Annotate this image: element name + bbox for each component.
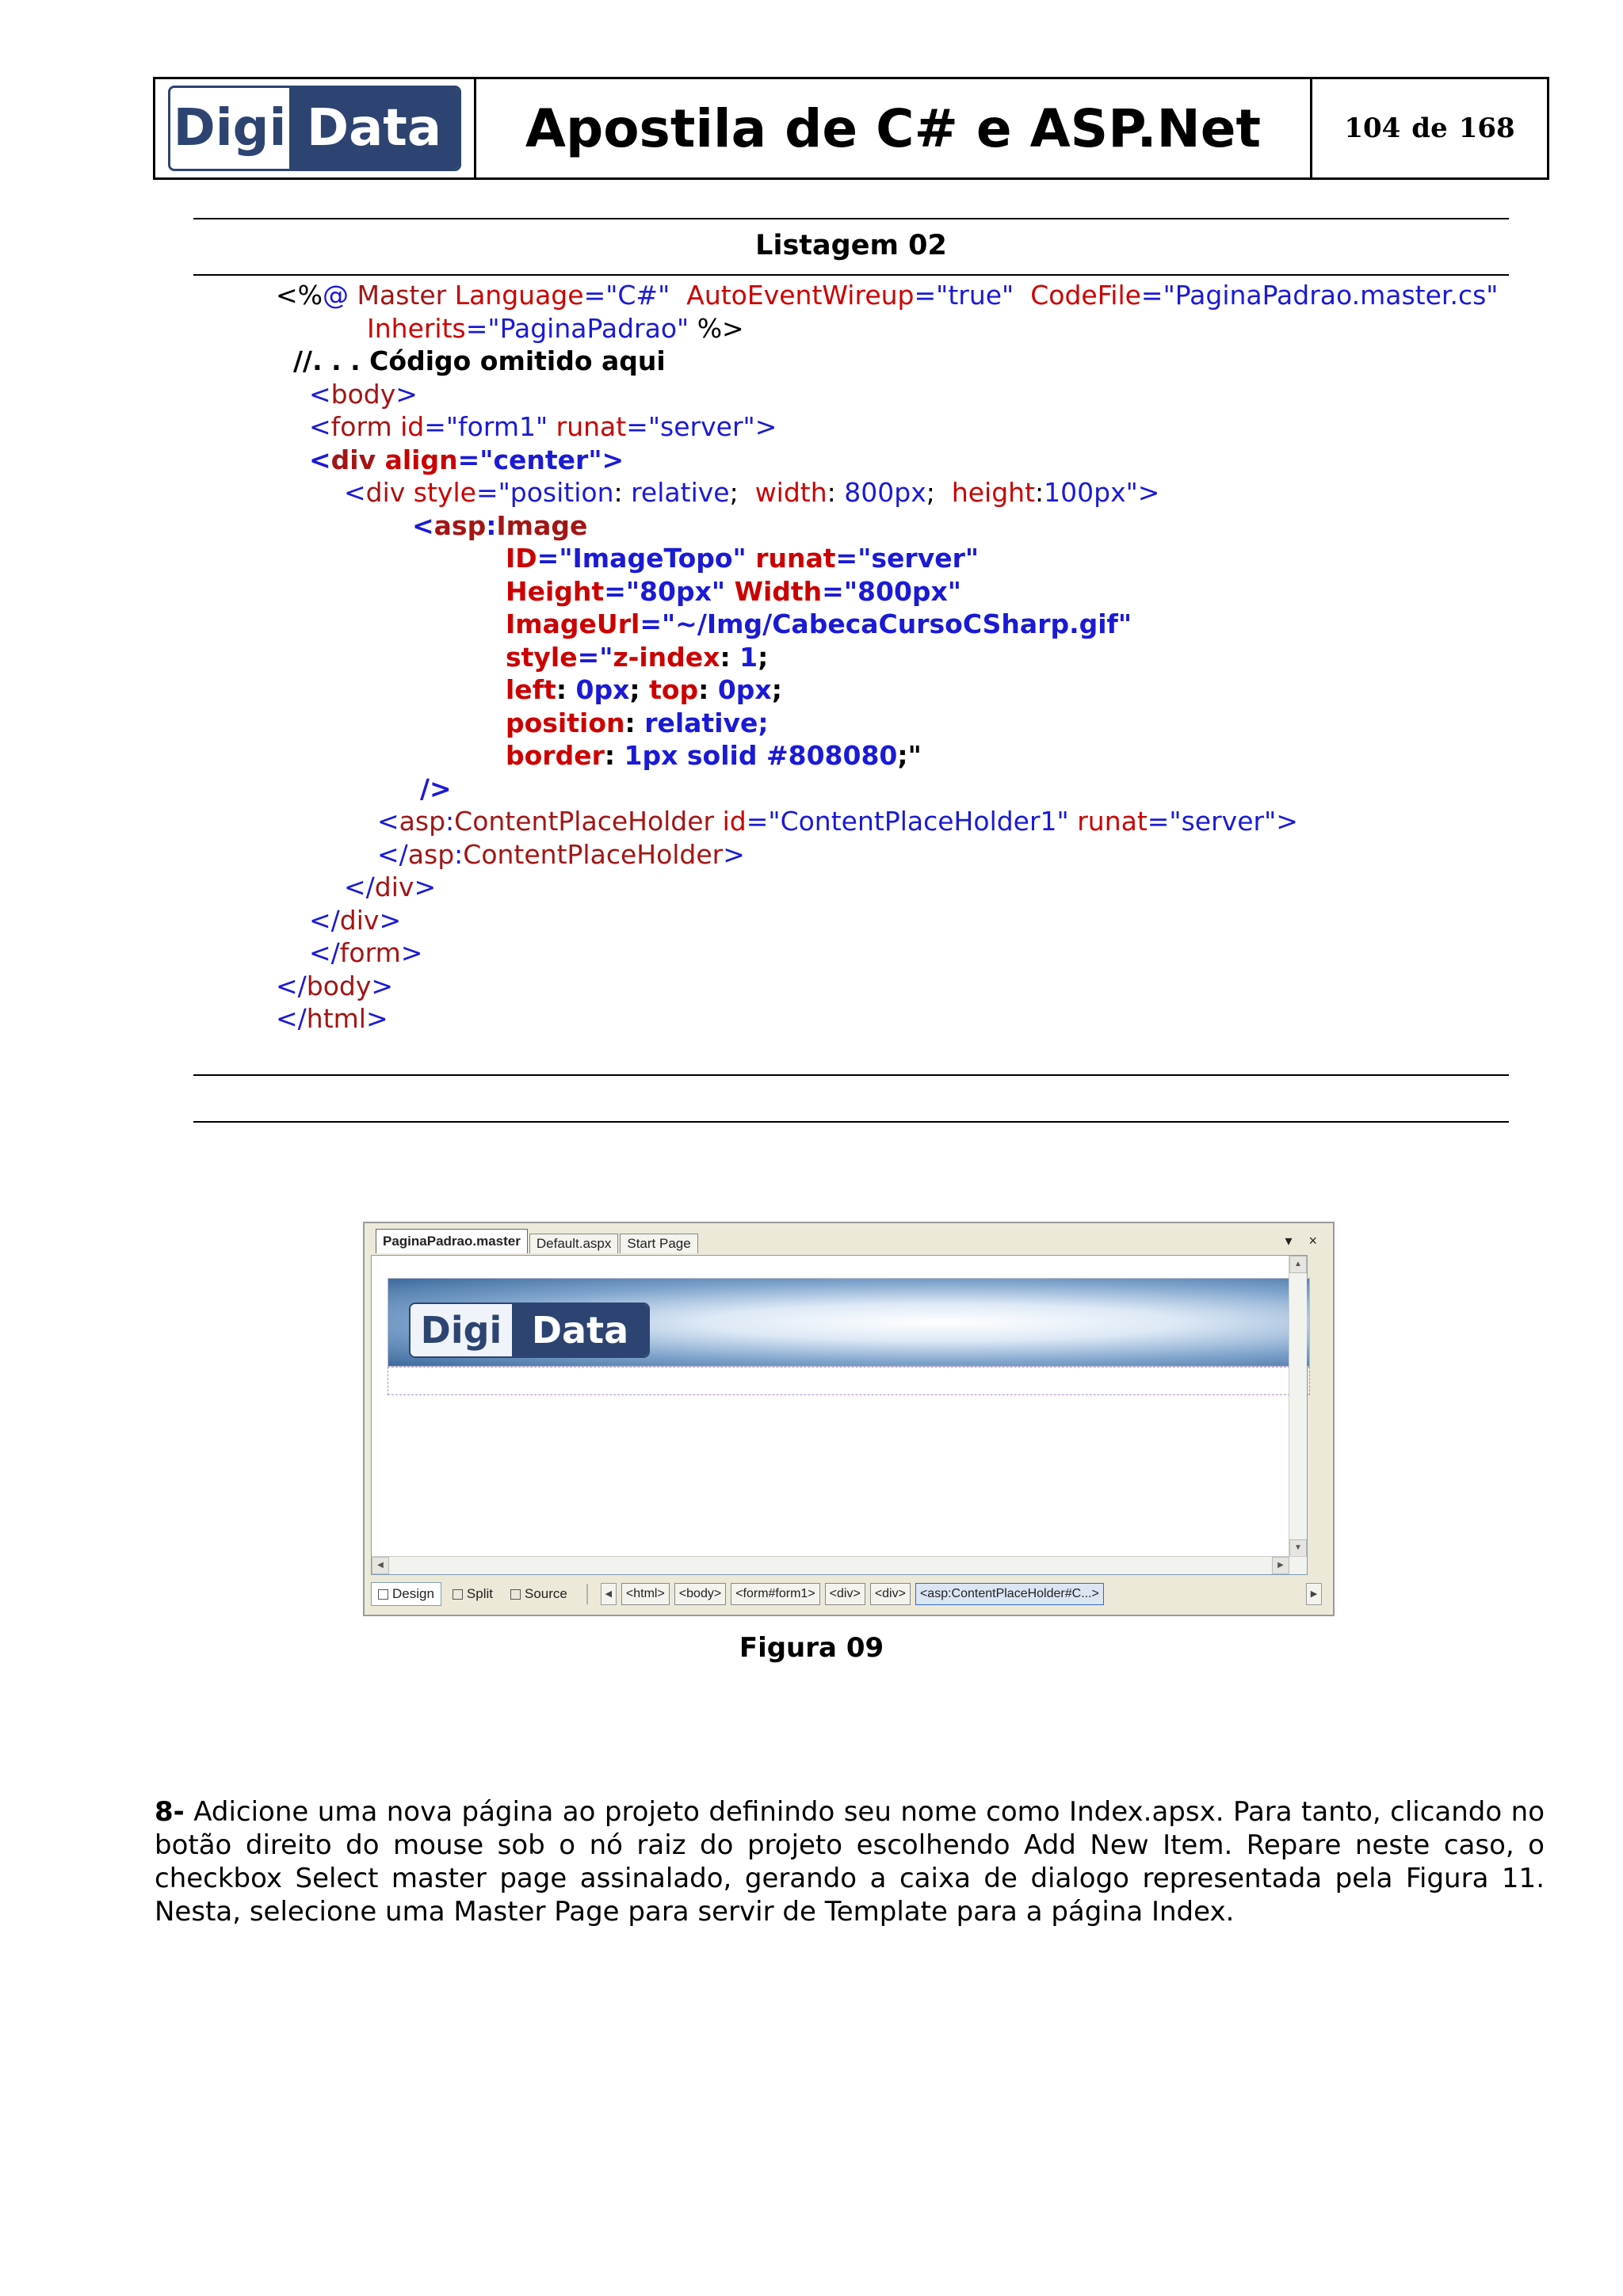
code-token: relative; [644,707,769,738]
ide-screenshot [363,1222,1335,1616]
code-token: div [365,477,414,508]
code-token: ContentPlaceHolder [463,838,724,870]
code-token: ="800px" [822,575,961,607]
split-view-label: Split [466,1586,493,1601]
code-line [309,936,422,970]
code-token: : [613,477,632,508]
crumb-body[interactable]: <body> [674,1583,726,1605]
code-token: : [556,674,576,705]
code-token: > [723,838,745,870]
code-token: </ [276,970,307,1001]
code-token: ="server"> [626,411,777,442]
code-token: ID [506,543,537,574]
code-token: top [649,674,699,705]
code-token: ="ImageTopo" [537,543,756,574]
scroll-up-icon[interactable]: ▲ [1289,1256,1307,1273]
code-token: style [413,477,476,508]
code-line [412,509,587,543]
code-line [344,476,1159,509]
code-line [506,739,922,772]
code-token: /> [420,772,452,804]
source-view-label: Source [525,1586,567,1601]
tab-default-aspx[interactable]: Default.aspx [529,1234,619,1253]
code-line [276,1002,388,1035]
design-view-label: Design [392,1586,434,1601]
code-token: width [754,477,827,508]
document-tabs [376,1230,700,1253]
design-view-icon [378,1589,388,1600]
code-token: : [698,674,718,705]
split-view-button[interactable] [446,1583,499,1605]
code-token: : [486,509,497,541]
code-token: html [306,1003,366,1034]
code-token: ="C#" [583,280,687,311]
code-token: body [306,970,372,1001]
code-token: asp [407,838,455,870]
code-token: <% [276,280,323,311]
code-token: height [951,477,1036,508]
code-line [309,410,777,444]
code-token: //. . . Código omitido aqui [293,345,666,376]
code-token: ="true" [914,280,1031,311]
code-token: CodeFile [1030,280,1141,311]
code-token: left [506,674,556,705]
code-line [506,641,768,674]
code-token: ="server" [835,543,980,574]
step-text: Adicione uma nova página ao projeto definindo seu nome como Index.apsx. Para tanto, clicando no botão direito do mouse sob o nó raiz do projeto escolhendo Add New Item. Repare neste caso, o checkbox Select master page assinalado, gerando a caixa de dialogo representada pela Figura 11. Nesta, selecione uma Master Page para servir de Template para a página Index. [155,1796,1545,1928]
code-token: ="form1" [424,411,556,442]
code-token: style [506,641,578,673]
vertical-scrollbar[interactable] [1289,1256,1307,1557]
crumb-div-outer[interactable]: <div> [825,1583,865,1605]
code-token: relative [631,477,730,508]
code-token: div [339,904,380,936]
code-token: z-index [613,641,720,673]
source-view-button[interactable] [504,1583,574,1605]
crumb-contentplaceholder[interactable]: <asp:ContentPlaceHolder#C...> [915,1583,1104,1605]
code-token: ="~/Img/CabecaCursoCSharp.gif" [640,608,1132,639]
code-token: 1 [739,641,758,673]
code-token: Image [496,509,588,541]
code-token: > [400,937,423,968]
document-title: Apostila de C# e ASP.Net [476,79,1312,177]
code-token: Inherits [367,312,466,344]
code-token: > [365,1003,388,1034]
code-token: : [604,740,624,771]
code-token: 100px"> [1044,477,1160,508]
tab-paginapadrao-master[interactable]: PaginaPadrao.master [376,1229,528,1253]
code-token: : [827,477,845,508]
code-token: </ [309,937,340,968]
header-image [388,1278,1310,1367]
code-token: > [414,871,437,902]
code-token: asp [433,509,487,541]
scroll-down-icon[interactable]: ▼ [1289,1539,1307,1557]
code-line [309,904,401,937]
instruction-paragraph [155,1795,1545,1928]
banner-logo-data: Data [512,1304,648,1356]
code-line [276,279,1498,312]
code-token: body [330,378,396,410]
code-token: : [1035,477,1044,508]
code-line [309,444,624,477]
code-token: ;" [897,740,922,771]
code-token: Height [506,575,605,607]
logo-text-data: Data [289,88,459,169]
code-token: : [445,806,455,837]
page-counter [1312,79,1547,177]
page-current: 104 [1344,113,1401,144]
page-total: 168 [1458,113,1515,144]
statusbar-separator [586,1584,588,1604]
code-token: position [506,707,625,738]
code-token: runat [1077,806,1148,837]
code-token: < [309,411,331,442]
design-surface[interactable] [371,1255,1308,1575]
code-line [506,575,961,608]
code-token: < [309,444,331,475]
digidata-logo [168,86,461,171]
divider-before-figure [193,1121,1509,1123]
scroll-right-icon[interactable]: ▶ [1272,1557,1289,1574]
code-token: ="server"> [1147,806,1298,837]
scroll-left-icon[interactable]: ◀ [372,1557,389,1574]
figure-caption: Figura 09 [739,1632,884,1664]
code-line [377,838,745,871]
code-token: < [377,806,399,837]
code-token: </ [344,871,375,902]
nav-left-icon[interactable]: ◀ [601,1583,617,1605]
code-token: > [395,378,418,410]
crumb-form[interactable]: <form#form1> [731,1583,819,1605]
code-line [293,345,666,378]
code-token: ; [771,674,782,705]
divider-listing-end [193,1074,1509,1076]
step-number: 8- [155,1796,185,1828]
code-line [506,542,979,575]
code-token: div [374,871,414,902]
code-token: @ [323,280,349,311]
page-header [153,77,1549,180]
page-separator: de [1411,113,1448,144]
logo-cell [155,79,476,177]
code-token: runat [556,411,627,442]
code-token: AutoEventWireup [686,280,915,311]
code-token: : [624,707,645,738]
code-token: > [371,970,394,1001]
code-token: ; [926,477,952,508]
code-token: 1px solid #808080 [624,740,898,771]
code-line [506,608,1132,641]
code-token: : [454,838,464,870]
code-line [367,312,744,345]
tab-window-controls[interactable]: ▾ × [1285,1233,1323,1249]
banner-logo-digi: Digi [411,1304,512,1356]
code-token: </ [377,838,408,870]
code-token: Master [349,280,455,311]
code-token: id [400,411,425,442]
code-token: %> [697,312,744,344]
code-token: ; [629,674,650,705]
nav-right-icon[interactable]: ▶ [1306,1583,1322,1605]
code-token: </ [309,904,340,936]
code-token: 0px [717,674,772,705]
code-token: : [720,641,740,673]
code-token: id [722,806,747,837]
code-line [377,805,1298,838]
code-token: align [384,444,458,475]
split-view-icon [453,1589,463,1600]
code-token: 800px [844,477,926,508]
code-token: < [412,509,434,541]
code-token: 0px [575,674,630,705]
code-token: form [339,937,401,968]
divider-top [193,218,1509,219]
code-line [344,871,436,904]
code-token: form [330,411,401,442]
content-placeholder-region[interactable] [388,1367,1310,1395]
code-token: Language [454,280,584,311]
code-token: Width [734,575,823,607]
code-token: ="80px" [604,575,735,607]
code-token: ="PaginaPadrao" [465,312,697,344]
code-line [309,378,418,411]
code-token: asp [399,806,446,837]
code-token: ContentPlaceHolder [454,806,723,837]
code-token: > [379,904,402,936]
logo-text-digi: Digi [170,88,289,169]
code-line [420,772,452,806]
banner-logo [409,1302,650,1358]
source-view-icon [510,1589,521,1600]
code-token: ImageUrl [506,608,640,639]
crumb-html[interactable]: <html> [621,1583,670,1605]
code-token: ="center"> [457,444,624,475]
code-token: ; [729,477,755,508]
code-token: ; [758,641,769,673]
code-token: ="PaginaPadrao.master.cs" [1140,280,1499,311]
code-line [506,673,782,707]
code-token: </ [276,1003,307,1034]
design-view-button[interactable] [371,1582,441,1606]
view-statusbar [371,1580,1322,1608]
code-token: runat [755,543,836,574]
code-token: ="ContentPlaceHolder1" [746,806,1078,837]
code-token: < [344,477,366,508]
code-line [276,970,393,1003]
listing-title: Listagem 02 [755,230,947,261]
code-token: =" [577,641,613,673]
code-token: border [506,740,605,771]
code-token: ="position [475,477,614,508]
horizontal-scrollbar[interactable] [372,1556,1307,1574]
code-token: < [309,378,331,410]
code-token: div [330,444,385,475]
code-line [506,707,769,740]
crumb-div-inner[interactable]: <div> [870,1583,911,1605]
divider-under-title [193,274,1509,276]
tab-start-page[interactable]: Start Page [620,1234,697,1253]
